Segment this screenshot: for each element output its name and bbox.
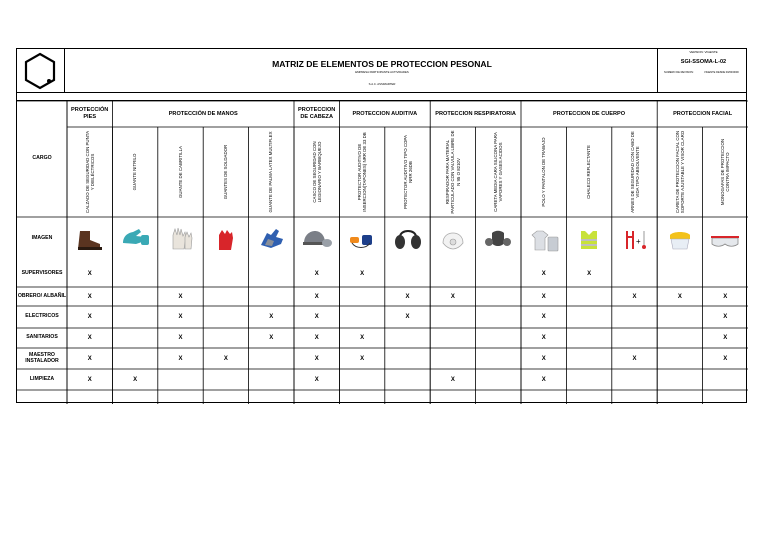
goggles-icon <box>709 223 741 255</box>
requirement-mark: X <box>360 335 365 341</box>
earplug-icon <box>346 223 378 255</box>
requirement-mark: X <box>405 314 410 320</box>
requirement-mark: X <box>87 314 92 320</box>
item-label: PROTECTOR AUDITIVO DE INSERCION(TAPONES) NRR DE 33 DB <box>356 132 368 212</box>
document-code: SGI-SSOMA-L-02 <box>680 59 727 65</box>
workwear-icon <box>528 223 560 255</box>
requirement-mark: X <box>87 335 92 341</box>
document-subtitle: EMPRESA PARTICIPANTE ACTIVIDADES <box>355 70 409 74</box>
requirement-mark: X <box>541 376 546 383</box>
requirement-mark: X <box>723 335 728 341</box>
row-cargo-label: MAESTRO INSTALADOR <box>25 351 59 364</box>
cargo-column-header: CARGO <box>32 155 52 162</box>
requirement-mark: X <box>632 355 637 362</box>
item-label: ARNES DE SEGURIDAD CON CABO DE VIDA TIPO ABSOLVENTE <box>629 131 640 213</box>
requirement-mark: X <box>360 271 365 277</box>
item-label: CARETA MEDIA CARA SILICONA PARA VAPORES Y GASES ACIDOS <box>493 132 504 212</box>
face-shield-icon <box>664 223 696 255</box>
group-header: PROTECCION RESPIRATORIA <box>435 110 516 117</box>
dust-mask-icon <box>437 223 469 255</box>
requirement-mark: X <box>541 314 546 320</box>
requirement-mark: X <box>314 335 319 341</box>
requirement-mark: X <box>223 355 228 362</box>
requirement-mark: X <box>87 271 92 277</box>
row-cargo-label: OBRERO/ ALBAÑIL <box>17 292 67 299</box>
requirement-mark: X <box>632 293 637 300</box>
svg-text:+: + <box>635 237 641 246</box>
item-label: GUANTE DE CABRITILLA <box>177 146 183 198</box>
requirement-mark: X <box>677 293 682 300</box>
requirement-mark: X <box>541 335 546 341</box>
requirement-mark: X <box>723 314 728 320</box>
row-cargo-label: SANITARIOS <box>26 334 58 341</box>
document-title: MATRIZ DE ELEMENTOS DE PROTECCION PESONAL <box>272 59 492 69</box>
requirement-mark: X <box>314 376 319 383</box>
date-label: VIGENTE DESDE 00/00/0000 <box>704 71 739 74</box>
requirement-mark: X <box>269 314 274 320</box>
requirement-mark: X <box>178 314 183 320</box>
requirement-mark: X <box>541 271 546 277</box>
boot-icon <box>74 223 106 255</box>
item-label: POLO Y PANTALON DE TRABAJO <box>541 137 547 207</box>
group-header: PROTECCIÓN DE MANOS <box>168 110 238 117</box>
half-face-respirator-icon <box>482 223 514 255</box>
company-name: S.A.C. ASSIMARTER <box>368 82 396 86</box>
requirement-mark: X <box>87 293 92 300</box>
group-header: PROTECCION DE CABEZA <box>298 107 336 120</box>
nitrile-glove-icon <box>119 223 151 255</box>
item-label: CASCO DE SEGURIDAD CON LEGIONARIO Y BARBIQUEJO <box>311 141 322 203</box>
version-label: NUMERO DE REVISION: <box>664 71 694 74</box>
requirement-mark: X <box>314 355 319 362</box>
requirement-mark: X <box>405 293 410 300</box>
code-label: VERSION: VIGENTE <box>689 50 718 54</box>
item-label: GUANTE NITRILO <box>132 153 138 191</box>
requirement-mark: X <box>87 355 92 362</box>
requirement-mark: X <box>314 271 319 277</box>
item-label: PROTECTOR AUDITIVO TIPO COPA NRR 26DB <box>402 135 413 209</box>
leather-glove-icon <box>165 223 197 255</box>
item-label: RESPIRADOR PARA MATERIAL PARTICULADO CON VALVULA LIBRE DE N 95 O 8210V <box>444 130 461 214</box>
requirement-mark: X <box>269 335 274 341</box>
requirement-mark: X <box>723 293 728 300</box>
item-label: GUANTES DE SOLDADOR <box>223 144 229 200</box>
requirement-mark: X <box>314 293 319 300</box>
group-header: PROTECCION DE CUERPO <box>553 110 626 117</box>
requirement-mark: X <box>360 355 365 362</box>
harness-icon <box>619 223 651 255</box>
requirement-mark: X <box>450 376 455 383</box>
earmuff-icon <box>392 223 424 255</box>
group-header: PROTECCION FACIAL <box>673 110 733 117</box>
welding-glove-icon <box>210 223 242 255</box>
group-header: PROTECCIÓN PIES <box>71 107 109 120</box>
row-cargo-label: SUPERVISORES <box>21 270 63 277</box>
row-cargo-label: LIMPIEZA <box>29 375 55 382</box>
requirement-mark: X <box>723 355 728 362</box>
requirement-mark: X <box>178 293 183 300</box>
requirement-mark: X <box>87 376 92 383</box>
row-cargo-label: ELECTRICOS <box>25 313 59 320</box>
item-label: MONOGAFAS DE PROTECCION CONTRA IMPACTO <box>720 138 731 206</box>
requirement-mark: X <box>541 293 546 300</box>
group-header: PROTECCION AUDITIVA <box>352 110 418 117</box>
requirement-mark: X <box>178 355 183 362</box>
item-label: CHALECO REFLECTANTE <box>586 145 592 199</box>
item-label: CALZADO DE SEGURIDAD CON PUNTA Y DIELÉCTRICOS <box>84 130 95 214</box>
item-label: CARETA DE PROTECCION FACIAL CON SOPORTE AJUSTABLE Y VISOR CLARO <box>674 130 685 214</box>
requirement-mark: X <box>314 314 319 320</box>
requirement-mark: X <box>587 271 592 277</box>
requirement-mark: X <box>133 376 138 383</box>
imagen-row-label: IMAGEN <box>31 235 53 242</box>
item-label: GUANTE DE PALMA LATEX MULTIFLEX <box>268 131 274 213</box>
ppe-matrix-sheet <box>16 48 747 403</box>
helmet-icon <box>301 223 333 255</box>
requirement-mark: X <box>450 293 455 300</box>
requirement-mark: X <box>541 355 546 362</box>
requirement-mark: X <box>178 335 183 341</box>
latex-glove-icon <box>255 223 287 255</box>
vest-icon <box>573 223 605 255</box>
